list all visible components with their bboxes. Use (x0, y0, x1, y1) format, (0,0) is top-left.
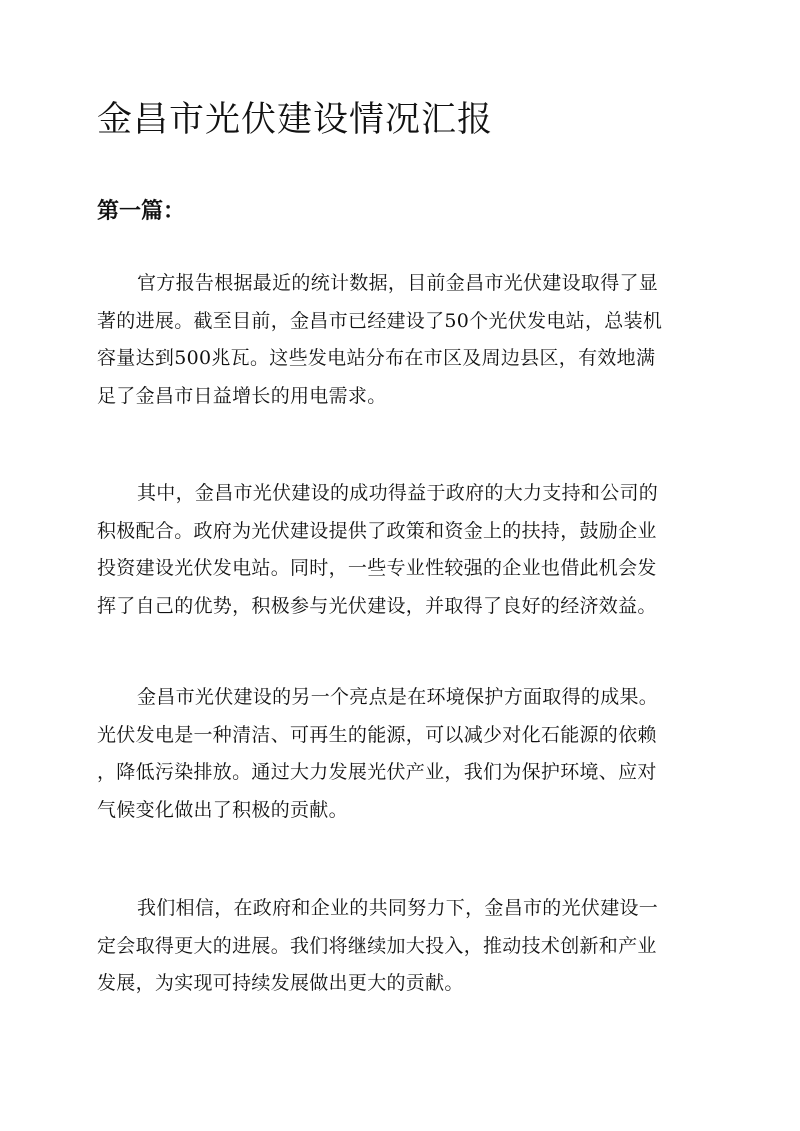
paragraph-line: 容量达到500兆瓦。这些发电站分布在市区及周边县区，有效地满 (97, 347, 656, 369)
paragraph-line: 投资建设光伏发电站。同时，一些专业性较强的企业也借此机会发 (97, 557, 657, 579)
paragraph-line: 足了金昌市日益增长的用电需求。 (97, 384, 387, 407)
paragraph-4 (97, 890, 703, 1003)
paragraph-line: 挥了自己的优势，积极参与光伏建设，并取得了良好的经济效益。 (97, 594, 657, 617)
paragraph-line: 气候变化做出了积极的贡献。 (97, 798, 348, 821)
paragraph-line: 著的进展。截至目前，金昌市已经建设了50个光伏发电站，总装机 (97, 309, 663, 332)
paragraph-line: 金昌市光伏建设的另一个亮点是在环境保护方面取得的成果。 (137, 686, 659, 708)
paragraph-3 (97, 679, 703, 829)
document-title: 金昌市光伏建设情况汇报 (97, 100, 494, 140)
paragraph-line: 发展，为实现可持续发展做出更大的贡献。 (97, 972, 464, 994)
paragraph-line: 定会取得更大的进展。我们将继续加大投入，推动技术创新和产业 (97, 934, 657, 957)
paragraph-line: 官方报告根据最近的统计数据，目前金昌市光伏建设取得了显 (137, 272, 659, 294)
paragraph-2 (97, 475, 703, 625)
paragraph-line: 积极配合。政府为光伏建设提供了政策和资金上的扶持，鼓励企业 (97, 519, 657, 542)
paragraph-line: 其中，金昌市光伏建设的成功得益于政府的大力支持和公司的 (137, 482, 659, 504)
paragraph-line: ，降低污染排放。通过大力发展光伏产业，我们为保护环境、应对 (97, 761, 657, 783)
paragraph-line: 光伏发电是一种清洁、可再生的能源，可以减少对化石能源的依赖 (97, 723, 657, 746)
paragraph-1 (97, 265, 703, 415)
paragraph-line: 我们相信，在政府和企业的共同努力下，金昌市的光伏建设一 (137, 897, 659, 919)
section-heading: 第一篇： (97, 198, 186, 224)
